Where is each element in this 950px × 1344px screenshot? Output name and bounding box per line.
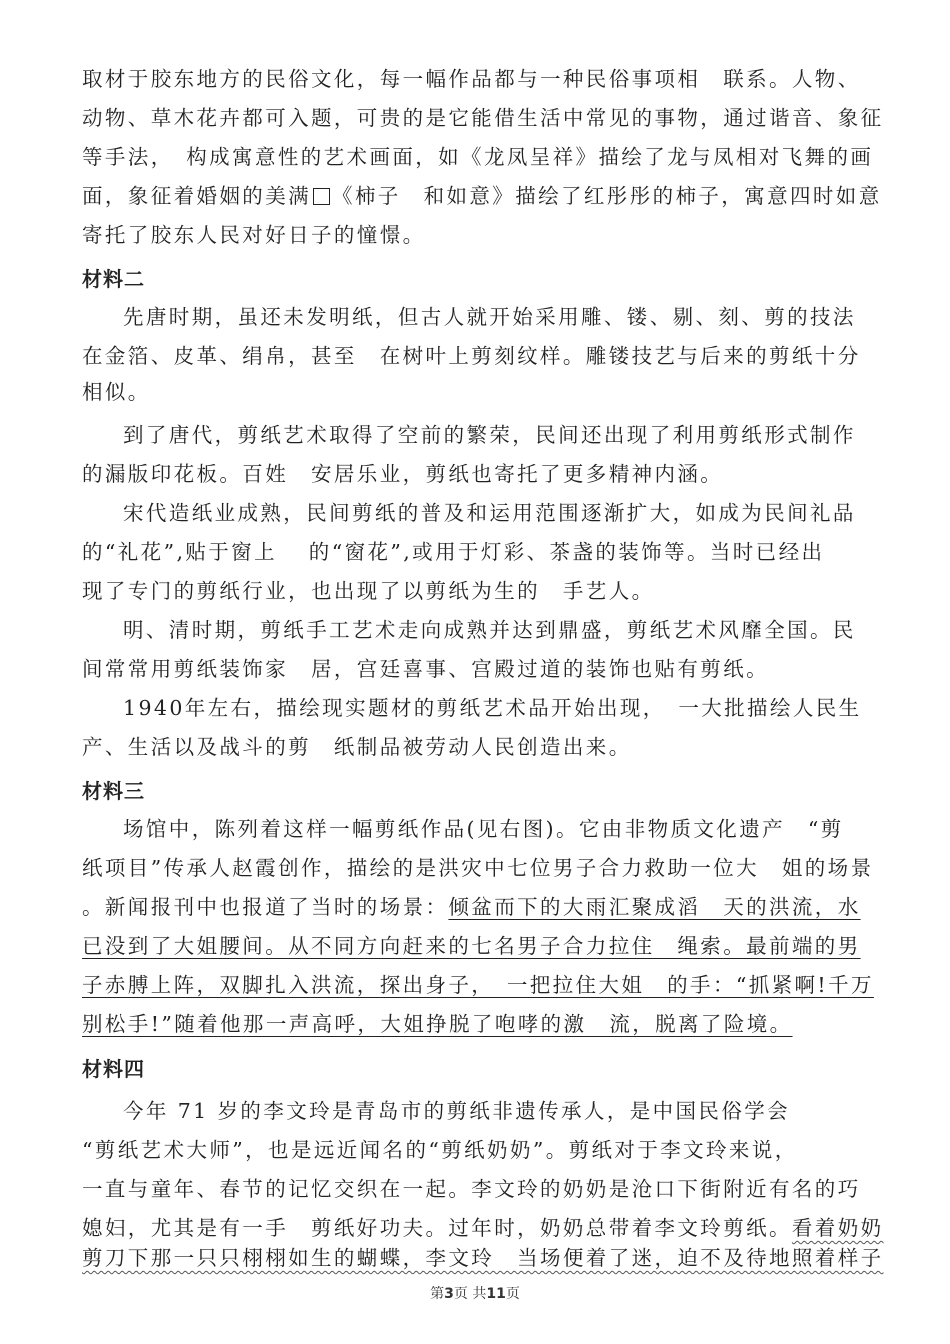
material-two-heading: 材料二 bbox=[82, 267, 145, 291]
m4-line-1: 今年 71 岁的李文玲是青岛市的剪纸非遗传承人，是中国民俗学会 bbox=[123, 1099, 791, 1123]
intro-line-4-text-b: 《柿子 和如意》描绘了红彤彤的柿子，寓意四时如意 bbox=[332, 184, 882, 208]
m4-line-5 bbox=[82, 1244, 892, 1272]
m3-line-6 bbox=[82, 1007, 892, 1041]
intro-line-3: 等手法， 构成寓意性的艺术画面，如《龙凤呈祥》描绘了龙与凤相对飞舞的画 bbox=[82, 145, 874, 169]
m3-underlined-passage: 已没到了大姐腰间。从不同方向赶来的七名男子合力拉住 绳索。最前端的男 bbox=[82, 934, 861, 958]
material-three-heading: 材料三 bbox=[82, 779, 145, 803]
intro-line-1: 取材于胶东地方的民俗文化，每一幅作品都与一种民俗事项相 联系。人物、 bbox=[82, 67, 861, 91]
m3-line-2: 纸项目”传承人赵霞创作，描绘的是洪灾中七位男子合力救助一位大 姐的场景 bbox=[82, 856, 874, 880]
intro-line-2: 动物、草木花卉都可入题，可贵的是它能借生活中常见的事物，通过谐音、象征 bbox=[82, 106, 884, 130]
footer-page-number: 3 bbox=[444, 1286, 454, 1302]
m4-line-2: “剪纸艺术大师”，也是远近闻名的“剪纸奶奶”。剪纸对于李文玲来说， bbox=[82, 1138, 798, 1162]
m4-line-4 bbox=[82, 1211, 892, 1245]
material-four-heading: 材料四 bbox=[82, 1057, 145, 1081]
m3-line-4 bbox=[82, 929, 892, 963]
m2-p2-line-1: 到了唐代，剪纸艺术取得了空前的繁荣，民间还出现了利用剪纸形式制作 bbox=[123, 423, 856, 447]
footer-suffix: 页 bbox=[505, 1286, 520, 1302]
m2-p3-line-3: 现了专门的剪纸行业，也出现了以剪纸为生的 手艺人。 bbox=[82, 579, 655, 603]
m2-p2-line-2: 的漏版印花板。百姓 安居乐业，剪纸也寄托了更多精神内涵。 bbox=[82, 462, 724, 486]
m2-p1-line-2: 在金箔、皮革、绢帛，甚至 在树叶上剪刻纹样。雕镂技艺与后来的剪纸十分 bbox=[82, 344, 861, 368]
m3-line-1: 场馆中，陈列着这样一幅剪纸作品(见右图)。它由非物质文化遗产 “剪 bbox=[123, 817, 844, 841]
m3-line-3-text-a: 。新闻报刊中也报道了当时的场景： bbox=[82, 895, 449, 919]
m2-p5-line-2: 产、生活以及战斗的剪 纸制品被劳动人民创造出来。 bbox=[82, 735, 632, 759]
m4-wavy-underlined-passage-start: 看着奶奶 bbox=[791, 1216, 884, 1240]
footer-total-pages: 11 bbox=[486, 1286, 506, 1302]
intro-line-4-text-a: 面，象征着婚姻的美满 bbox=[82, 184, 311, 208]
intro-line-5: 寄托了胶东人民对好日子的憧憬。 bbox=[82, 223, 426, 247]
footer-prefix: 第 bbox=[430, 1286, 445, 1302]
m3-underlined-passage-start: 倾盆而下的大雨汇聚成滔 天的洪流，水 bbox=[448, 895, 861, 919]
m3-line-5 bbox=[82, 968, 892, 1002]
m4-line-4-text-a: 媳妇，尤其是有一手 剪纸好功夫。过年时，奶奶总带着李文玲剪纸。 bbox=[82, 1216, 792, 1240]
intro-line-4 bbox=[82, 179, 892, 213]
page-footer bbox=[0, 1283, 950, 1303]
m2-p3-line-2: 的“礼花”,贴于窗上 的“窗花”,或用于灯彩、茶盏的装饰等。当时已经出 bbox=[82, 540, 825, 564]
footer-middle: 页 共 bbox=[453, 1286, 487, 1302]
m2-p3-line-1: 宋代造纸业成熟，民间剪纸的普及和运用范围逐渐扩大，如成为民间礼品 bbox=[123, 501, 856, 525]
m3-line-3 bbox=[82, 890, 892, 924]
m3-underlined-passage-end: 别松手!”随着他那一声高呼，大姐挣脱了咆哮的激 流，脱离了险境。 bbox=[82, 1012, 793, 1036]
empty-square-icon bbox=[313, 188, 330, 205]
m2-p4-line-1: 明、清时期，剪纸手工艺术走向成熟并达到鼎盛，剪纸艺术风靡全国。民 bbox=[123, 618, 856, 642]
m2-p5-line-1: 1940年左右，描绘现实题材的剪纸艺术品开始出现， 一大批描绘人民生 bbox=[123, 696, 862, 720]
m4-line-3: 一直与童年、春节的记忆交织在一起。李文玲的奶奶是沧口下街附近有名的巧 bbox=[82, 1177, 861, 1201]
m2-p1-line-1: 先唐时期，虽还未发明纸，但古人就开始采用雕、镂、剔、刻、剪的技法 bbox=[123, 305, 856, 329]
m2-p4-line-2: 间常常用剪纸装饰家 居，宫廷喜事、宫殿过道的装饰也贴有剪纸。 bbox=[82, 657, 769, 681]
m4-wavy-underlined-passage: 剪刀下那一只只栩栩如生的蝴蝶，李文玲 当场便着了迷，迫不及待地照着样子 bbox=[82, 1246, 884, 1270]
m2-p1-line-3: 相似。 bbox=[82, 380, 151, 404]
m3-underlined-passage: 子赤膊上阵，双脚扎入洪流，探出身子， 一把拉住大姐 的手：“抓紧啊!千万 bbox=[82, 973, 874, 997]
